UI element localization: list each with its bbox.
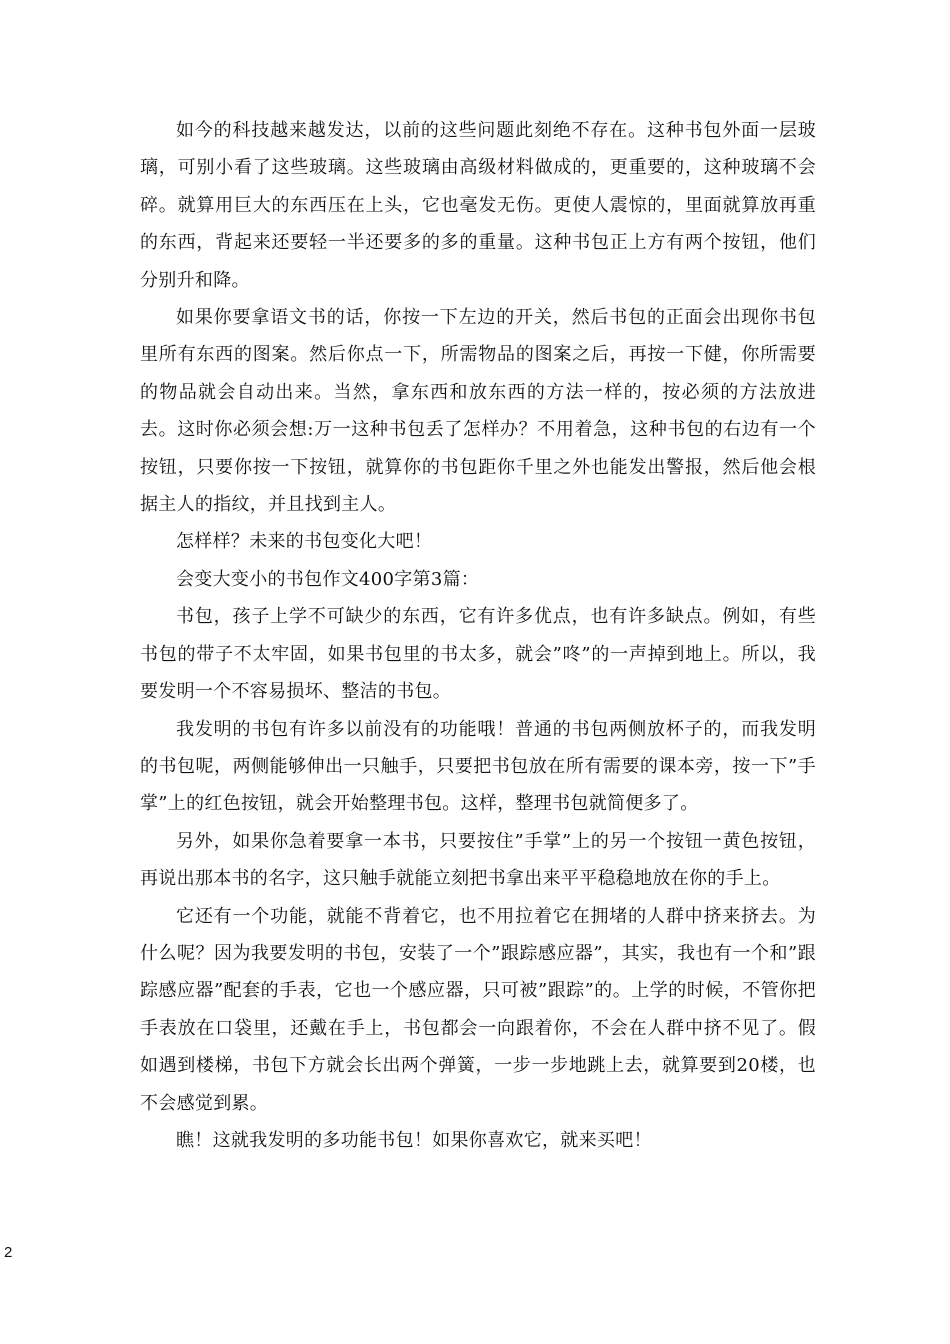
page-number: 2	[4, 1244, 13, 1261]
paragraph: 书包，孩子上学不可缺少的东西，它有许多优点，也有许多缺点。例如，有些书包的带子不太牢固，如果书包里的书太多，就会”咚”的一声掉到地上。所以，我要发明一个不容易损坏、整洁的书包。	[140, 606, 816, 703]
paragraph: 如果你要拿语文书的话，你按一下左边的开关，然后书包的正面会出现你书包里所有东西的图案。然后你点一下，所需物品的图案之后，再按一下健，你所需要的物品就会自动出来。当然，拿东西和放东西的方法一样的，按必须的方法放进去。这时你必须会想:万一这种书包丢了怎样办？不用着急，这种书包的右边有一个按钮，只要你按一下按钮，就算你的书包距你千里之外也能发出警报，然后他会根据主人的指纹，并且找到主人。	[140, 307, 816, 516]
paragraph: 怎样样？未来的书包变化大吧！	[176, 531, 433, 553]
paragraph: 如今的科技越来越发达，以前的这些问题此刻绝不存在。这种书包外面一层玻璃，可别小看了这些玻璃。这些玻璃由高级材料做成的，更重要的，这种玻璃不会碎。就算用巨大的东西压在上头，它也毫发无伤。更使人震惊的，里面就算放再重的东西，背起来还要轻一半还要多的多的重量。这种书包正上方有两个按钮，他们分别升和降。	[140, 120, 816, 291]
paragraph: 我发明的书包有许多以前没有的功能哦！普通的书包两侧放杯子的，而我发明的书包呢，两侧能够伸出一只触手，只要把书包放在所有需要的课本旁，按一下”手掌”上的红色按钮，就会开始整理书包。这样，整理书包就简便多了。	[140, 718, 816, 815]
document-body	[140, 112, 816, 1159]
paragraph: 瞧！这就我发明的多功能书包！如果你喜欢它，就来买吧！	[176, 1129, 652, 1151]
paragraph: 另外，如果你急着要拿一本书，只要按住”手掌”上的另一个按钮一黄色按钮，再说出那本书的名字，这只触手就能立刻把书拿出来平平稳稳地放在你的手上。	[140, 830, 816, 890]
paragraph: 它还有一个功能，就能不背着它，也不用拉着它在拥堵的人群中挤来挤去。为什么呢？因为我要发明的书包，安装了一个”跟踪感应器”，其实，我也有一个和”跟踪感应器”配套的手表，它也一个感应器，只可被”跟踪”的。上学的时候，不管你把手表放在口袋里，还戴在手上，书包都会一向跟着你，不会在人群中挤不见了。假如遇到楼梯，书包下方就会长出两个弹簧，一步一步地跳上去，就算要到20楼，也不会感觉到累。	[140, 905, 816, 1114]
section-heading: 会变大变小的书包作文400字第3篇：	[176, 568, 480, 590]
